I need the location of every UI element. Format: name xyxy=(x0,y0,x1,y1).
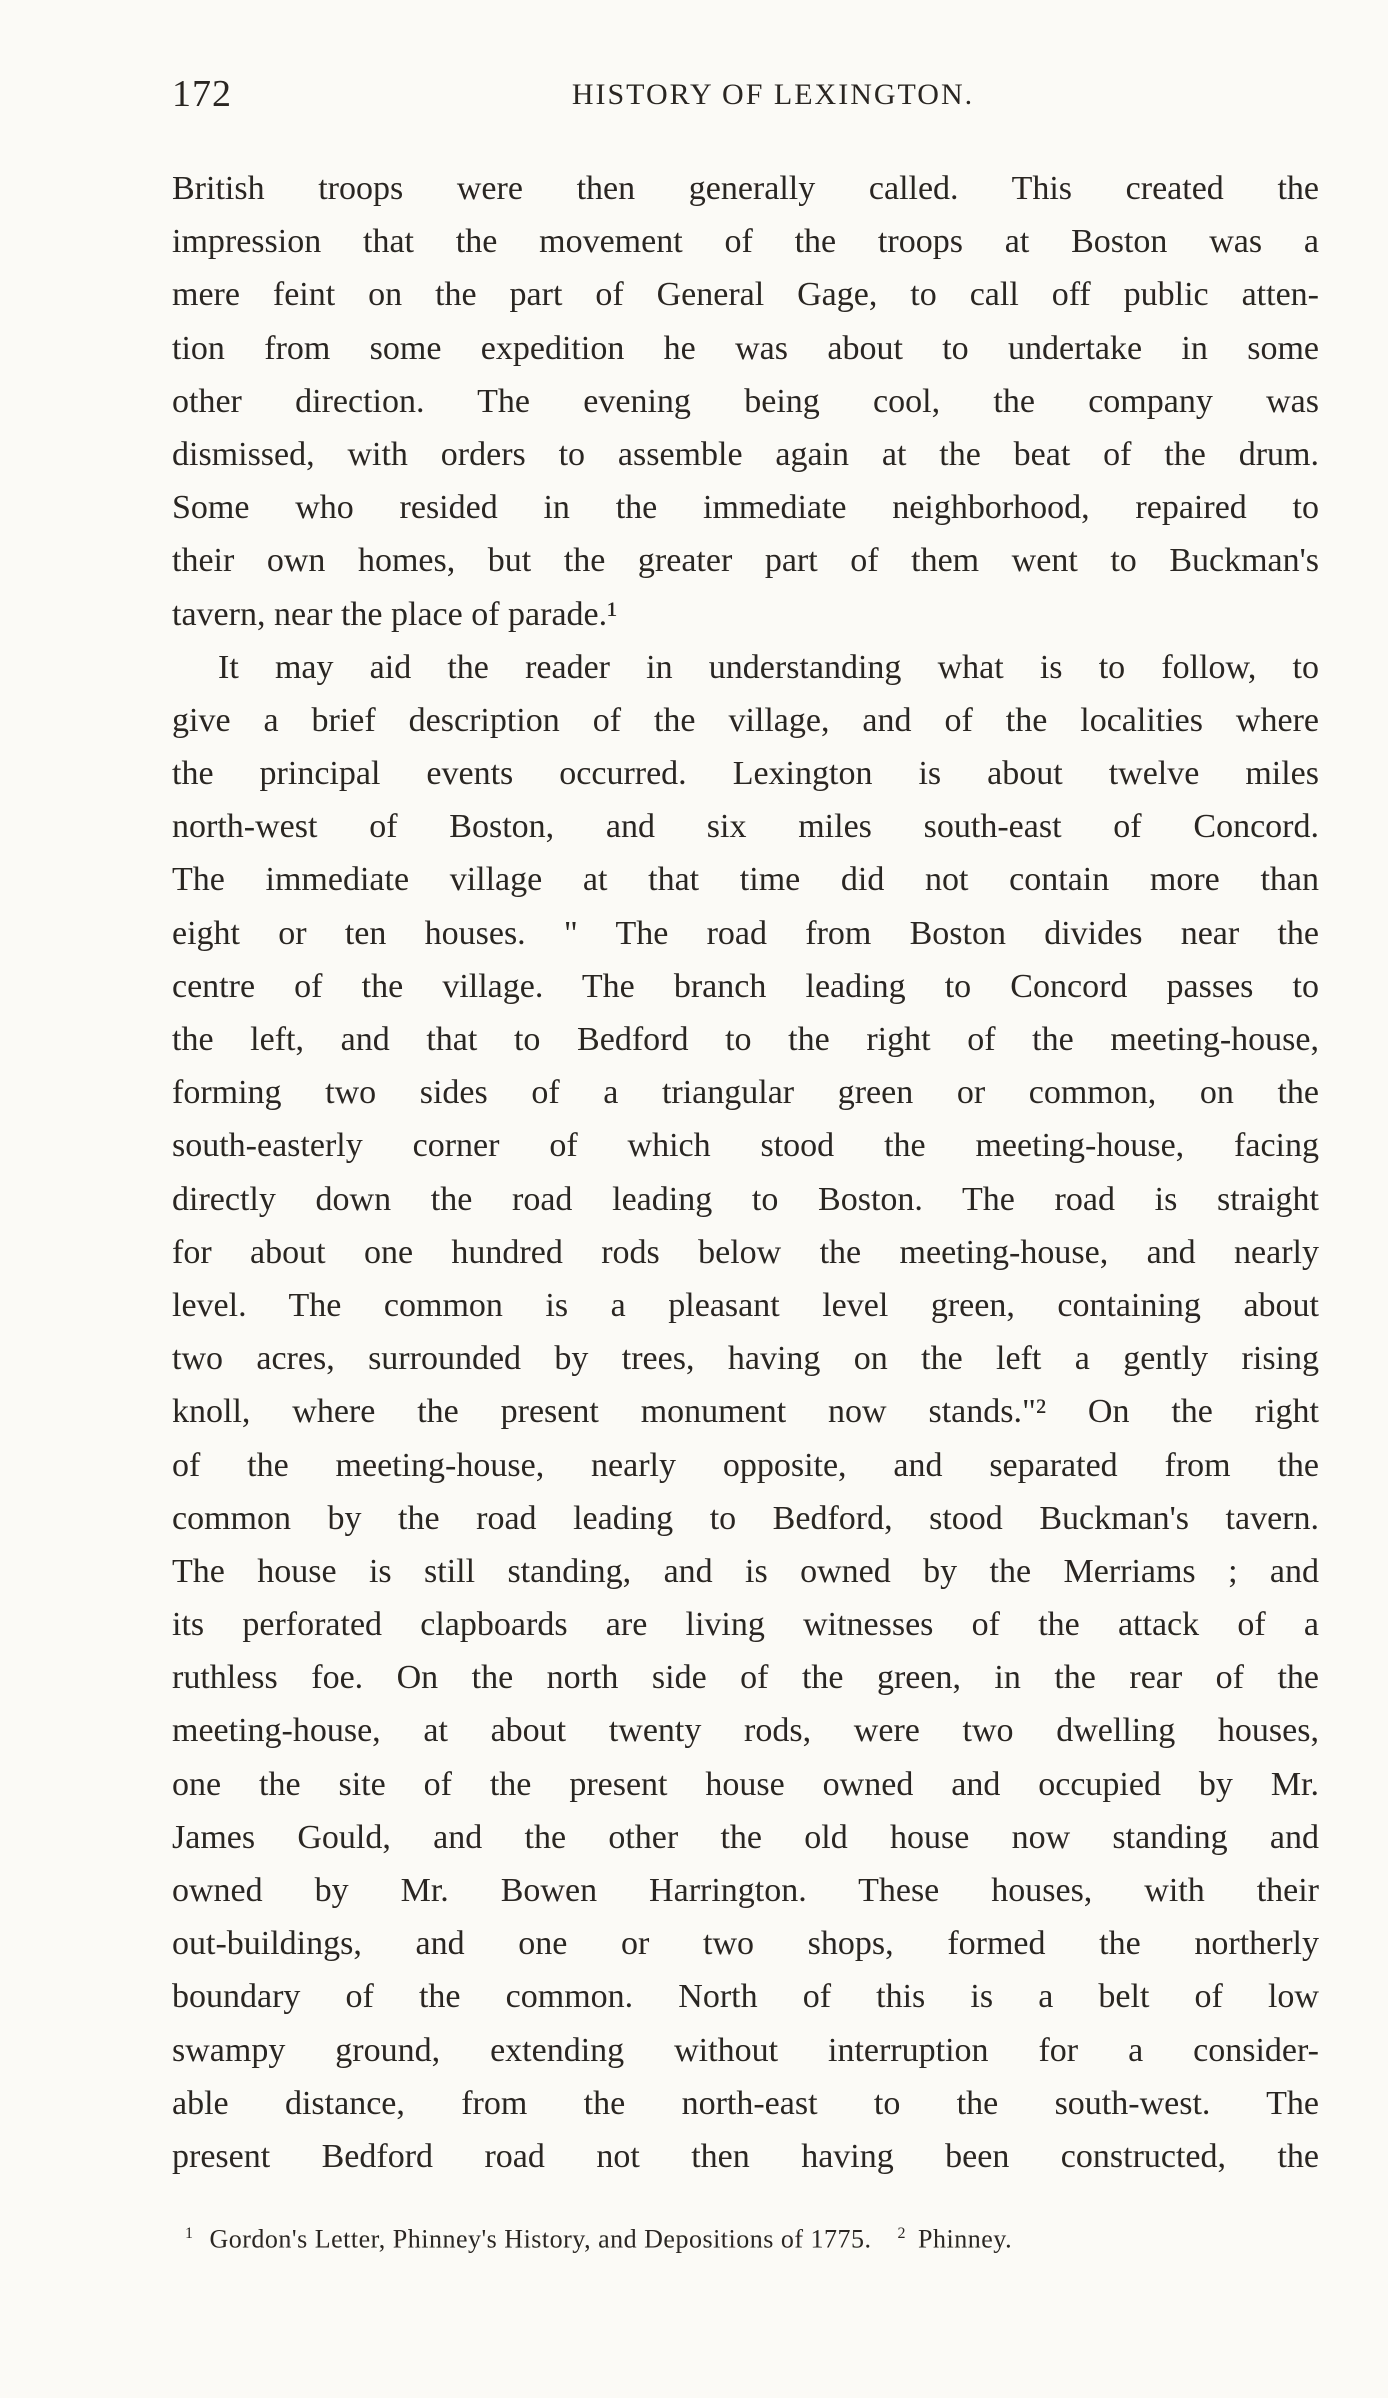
text-line: knoll, where the present monument now stands."² On the right xyxy=(172,1393,1319,1431)
running-head xyxy=(172,72,1314,132)
text-line: mere feint on the part of General Gage, to call off public atten- xyxy=(172,276,1319,314)
text-line: give a brief description of the village, and of the localities where xyxy=(172,701,1319,739)
footnote-1: Gordon's Letter, Phinney's History, and Depositions of 1775. xyxy=(209,2224,872,2254)
text-line: swampy ground, extending without interruption for a consider- xyxy=(172,2031,1319,2069)
text-line: owned by Mr. Bowen Harrington. These houses, with their xyxy=(172,1872,1319,1909)
text-line: present Bedford road not then having been constructed, the xyxy=(172,2137,1319,2175)
text-line: Some who resided in the immediate neighborhood, repaired to xyxy=(172,489,1319,527)
text-line: one the site of the present house owned and occupied by Mr. xyxy=(172,1765,1319,1803)
text-line: the principal events occurred. Lexington is about twelve miles xyxy=(172,755,1319,793)
text-line: south-easterly corner of which stood the meeting-house, facing xyxy=(172,1127,1319,1165)
text-line: other direction. The evening being cool, the company was xyxy=(172,382,1319,420)
text-line: level. The common is a pleasant level green, containing about xyxy=(172,1286,1319,1324)
text-line: common by the road leading to Bedford, stood Buckman's tavern. xyxy=(172,1499,1319,1537)
page-number: 172 xyxy=(172,73,232,115)
footnotes xyxy=(185,2214,1315,2260)
text-line: for about one hundred rods below the meeting-house, and nearly xyxy=(172,1233,1319,1271)
text-line: It may aid the reader in understanding what is to follow, to xyxy=(218,648,1319,686)
text-line: out-buildings, and one or two shops, formed the northerly xyxy=(172,1925,1319,1963)
text-line: dismissed, with orders to assemble again at the beat of the drum. xyxy=(172,435,1319,473)
text-line: forming two sides of a triangular green or common, on the xyxy=(172,1074,1319,1112)
text-line: centre of the village. The branch leading to Concord passes to xyxy=(172,967,1319,1005)
text-line: impression that the movement of the troops at Boston was a xyxy=(172,223,1319,261)
text-line: the left, and that to Bedford to the right of the meeting-house, xyxy=(172,1021,1319,1058)
text-line: tavern, near the place of parade.¹ xyxy=(172,595,618,633)
text-line: two acres, surrounded by trees, having on the left a gently rising xyxy=(172,1340,1319,1378)
text-line: able distance, from the north-east to the south-west. The xyxy=(172,2084,1319,2122)
text-line: The immediate village at that time did not contain more than xyxy=(172,861,1319,899)
text-line: boundary of the common. North of this is a belt of low xyxy=(172,1978,1319,2016)
text-line: ruthless foe. On the north side of the green, in the rear of the xyxy=(172,1659,1319,1697)
text-line: The house is still standing, and is owned by the Merriams ; and xyxy=(172,1552,1319,1590)
text-line: James Gould, and the other the old house now standing and xyxy=(172,1818,1319,1856)
footnote-marker-1: 1 xyxy=(185,2225,194,2242)
text-line: its perforated clapboards are living witnesses of the attack of a xyxy=(172,1606,1319,1644)
text-line: north-west of Boston, and six miles south-east of Concord. xyxy=(172,808,1319,846)
running-title: HISTORY OF LEXINGTON. xyxy=(571,78,975,111)
text-line: British troops were then generally called. This created the xyxy=(172,170,1319,207)
text-line: meeting-house, at about twenty rods, were two dwelling houses, xyxy=(172,1712,1319,1750)
body-text xyxy=(172,162,1319,2183)
text-line: of the meeting-house, nearly opposite, and separated from the xyxy=(172,1446,1319,1484)
text-line: eight or ten houses. " The road from Boston divides near the xyxy=(172,914,1319,952)
footnote-2: Phinney. xyxy=(918,2224,1013,2254)
text-line: directly down the road leading to Boston. The road is straight xyxy=(172,1180,1319,1218)
text-line: tion from some expedition he was about to undertake in some xyxy=(172,329,1319,367)
text-line: their own homes, but the greater part of them went to Buckman's xyxy=(172,542,1319,580)
footnote-marker-2: 2 xyxy=(897,2225,907,2242)
